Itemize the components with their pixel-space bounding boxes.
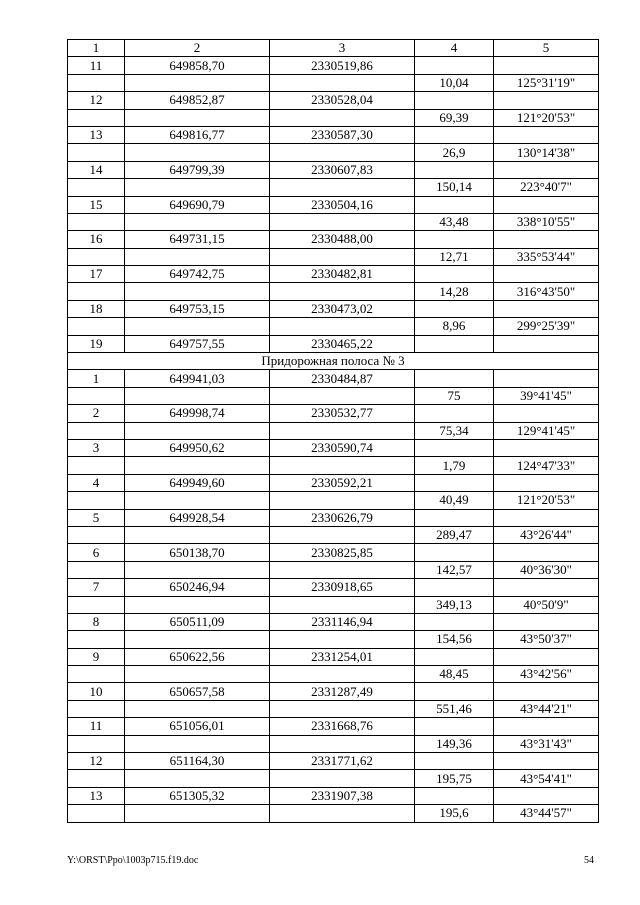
bearing-cell [494, 579, 599, 596]
coord-y: 2330482,81 [270, 266, 415, 283]
segment-length: 149,36 [415, 735, 494, 752]
coord-x: 649757,55 [125, 335, 270, 352]
segment-bearing: 121°20'53" [494, 492, 599, 509]
point-number: 11 [68, 718, 125, 735]
coord-y: 2330488,00 [270, 231, 415, 248]
segment-bearing: 39°41'45" [494, 387, 599, 404]
segment-bearing: 43°26'44" [494, 526, 599, 543]
point-number [68, 318, 125, 335]
point-number [68, 248, 125, 265]
segment-length: 551,46 [415, 700, 494, 717]
coord-y [270, 457, 415, 474]
length-cell [415, 231, 494, 248]
coord-y [270, 179, 415, 196]
segment-bearing: 129°41'45" [494, 422, 599, 439]
segment-length: 289,47 [415, 526, 494, 543]
point-row [68, 509, 599, 526]
segment-bearing: 130°14'38" [494, 144, 599, 161]
bearing-cell [494, 57, 599, 74]
point-row [68, 370, 599, 387]
section-row [68, 353, 599, 370]
point-number: 16 [68, 231, 125, 248]
segment-bearing: 43°42'56" [494, 666, 599, 683]
coord-y: 2331907,38 [270, 787, 415, 804]
length-cell [415, 266, 494, 283]
coord-x: 649941,03 [125, 370, 270, 387]
coord-y [270, 526, 415, 543]
segment-row [68, 318, 599, 335]
length-cell [415, 300, 494, 317]
point-number [68, 735, 125, 752]
segment-row [68, 248, 599, 265]
point-row [68, 405, 599, 422]
coord-x [125, 213, 270, 230]
coord-x [125, 248, 270, 265]
point-number [68, 805, 125, 822]
coord-y: 2330532,77 [270, 405, 415, 422]
segment-bearing: 124°47'33" [494, 457, 599, 474]
coord-y: 2330825,85 [270, 544, 415, 561]
point-number: 17 [68, 266, 125, 283]
segment-row [68, 596, 599, 613]
coord-x [125, 631, 270, 648]
segment-row [68, 561, 599, 578]
page-number: 54 [584, 855, 594, 866]
segment-bearing: 43°44'21" [494, 700, 599, 717]
bearing-cell [494, 718, 599, 735]
point-number [68, 492, 125, 509]
bearing-cell [494, 92, 599, 109]
point-row [68, 718, 599, 735]
segment-bearing: 125°31'19" [494, 74, 599, 91]
coord-y: 2331146,94 [270, 613, 415, 630]
coordinates-table [67, 39, 599, 823]
coord-y [270, 666, 415, 683]
coord-x: 650138,70 [125, 544, 270, 561]
point-number [68, 387, 125, 404]
segment-row [68, 422, 599, 439]
coord-x: 649816,77 [125, 126, 270, 143]
segment-row [68, 213, 599, 230]
point-number [68, 770, 125, 787]
coord-y [270, 735, 415, 752]
segment-bearing: 43°44'57" [494, 805, 599, 822]
point-number: 18 [68, 300, 125, 317]
segment-length: 75,34 [415, 422, 494, 439]
point-number: 5 [68, 509, 125, 526]
bearing-cell [494, 509, 599, 526]
coord-y [270, 805, 415, 822]
point-number [68, 596, 125, 613]
coord-x [125, 666, 270, 683]
coord-x: 650246,94 [125, 579, 270, 596]
length-cell [415, 57, 494, 74]
coord-y [270, 596, 415, 613]
length-cell [415, 474, 494, 491]
segment-row [68, 492, 599, 509]
point-number: 2 [68, 405, 125, 422]
point-number: 12 [68, 92, 125, 109]
segment-length: 12,71 [415, 248, 494, 265]
point-number [68, 213, 125, 230]
coord-y [270, 631, 415, 648]
coord-x [125, 387, 270, 404]
coord-y: 2330473,02 [270, 300, 415, 317]
point-number: 10 [68, 683, 125, 700]
segment-bearing: 43°54'41" [494, 770, 599, 787]
point-number [68, 631, 125, 648]
point-row [68, 439, 599, 456]
segment-length: 10,04 [415, 74, 494, 91]
coord-x: 649852,87 [125, 92, 270, 109]
point-number: 9 [68, 648, 125, 665]
point-number [68, 422, 125, 439]
coord-x [125, 770, 270, 787]
bearing-cell [494, 405, 599, 422]
point-number: 1 [68, 370, 125, 387]
segment-row [68, 144, 599, 161]
length-cell [415, 648, 494, 665]
coord-y: 2331771,62 [270, 753, 415, 770]
coord-y: 2330519,86 [270, 57, 415, 74]
coord-x [125, 561, 270, 578]
coord-y: 2331254,01 [270, 648, 415, 665]
segment-bearing: 299°25'39" [494, 318, 599, 335]
coord-x [125, 144, 270, 161]
segment-length: 43,48 [415, 213, 494, 230]
coord-x: 650657,58 [125, 683, 270, 700]
point-number: 3 [68, 439, 125, 456]
length-cell [415, 126, 494, 143]
length-cell [415, 335, 494, 352]
coord-y [270, 561, 415, 578]
coord-x [125, 735, 270, 752]
segment-row [68, 700, 599, 717]
bearing-cell [494, 161, 599, 178]
segment-row [68, 179, 599, 196]
segment-bearing: 338°10'55" [494, 213, 599, 230]
length-cell [415, 718, 494, 735]
segment-length: 40,49 [415, 492, 494, 509]
coord-x: 649998,74 [125, 405, 270, 422]
coord-x: 649690,79 [125, 196, 270, 213]
point-number [68, 144, 125, 161]
table-body [68, 40, 599, 823]
length-cell [415, 613, 494, 630]
coord-x [125, 109, 270, 126]
segment-row [68, 387, 599, 404]
point-row [68, 648, 599, 665]
point-number [68, 179, 125, 196]
segment-length: 142,57 [415, 561, 494, 578]
coord-x [125, 74, 270, 91]
coord-y: 2330504,16 [270, 196, 415, 213]
segment-bearing: 335°53'44" [494, 248, 599, 265]
coord-y [270, 492, 415, 509]
bearing-cell [494, 266, 599, 283]
point-number [68, 109, 125, 126]
segment-row [68, 666, 599, 683]
bearing-cell [494, 474, 599, 491]
bearing-cell [494, 196, 599, 213]
point-row [68, 544, 599, 561]
length-cell [415, 753, 494, 770]
bearing-cell [494, 370, 599, 387]
segment-row [68, 74, 599, 91]
coord-y [270, 213, 415, 230]
segment-length: 14,28 [415, 283, 494, 300]
coord-y [270, 700, 415, 717]
point-number: 14 [68, 161, 125, 178]
point-number: 7 [68, 579, 125, 596]
point-row [68, 753, 599, 770]
coord-y: 2330590,74 [270, 439, 415, 456]
point-number: 13 [68, 787, 125, 804]
coord-y: 2330587,30 [270, 126, 415, 143]
segment-length: 195,6 [415, 805, 494, 822]
coord-y [270, 422, 415, 439]
segment-length: 1,79 [415, 457, 494, 474]
coord-x: 649753,15 [125, 300, 270, 317]
length-cell [415, 683, 494, 700]
point-row [68, 196, 599, 213]
coord-x [125, 700, 270, 717]
point-number: 11 [68, 57, 125, 74]
segment-length: 69,39 [415, 109, 494, 126]
point-row [68, 161, 599, 178]
header-row [68, 40, 599, 57]
point-number [68, 283, 125, 300]
coord-x [125, 318, 270, 335]
coord-y [270, 387, 415, 404]
point-number [68, 561, 125, 578]
length-cell [415, 544, 494, 561]
coord-y [270, 248, 415, 265]
segment-length: 150,14 [415, 179, 494, 196]
segment-bearing: 121°20'53" [494, 109, 599, 126]
bearing-cell [494, 300, 599, 317]
bearing-cell [494, 613, 599, 630]
coord-x [125, 422, 270, 439]
coord-x [125, 805, 270, 822]
point-number [68, 526, 125, 543]
segment-row [68, 526, 599, 543]
segment-row [68, 805, 599, 822]
header-cell-4: 4 [415, 40, 494, 57]
coord-y: 2330607,83 [270, 161, 415, 178]
coord-x [125, 596, 270, 613]
point-number: 15 [68, 196, 125, 213]
coord-x: 649858,70 [125, 57, 270, 74]
segment-length: 75 [415, 387, 494, 404]
bearing-cell [494, 753, 599, 770]
point-row [68, 266, 599, 283]
point-row [68, 474, 599, 491]
coord-y [270, 283, 415, 300]
bearing-cell [494, 231, 599, 248]
coord-y: 2330465,22 [270, 335, 415, 352]
coord-x [125, 492, 270, 509]
point-row [68, 579, 599, 596]
point-number: 8 [68, 613, 125, 630]
bearing-cell [494, 648, 599, 665]
coord-x [125, 283, 270, 300]
segment-length: 8,96 [415, 318, 494, 335]
segment-length: 349,13 [415, 596, 494, 613]
length-cell [415, 439, 494, 456]
coord-y [270, 318, 415, 335]
coord-x: 651305,32 [125, 787, 270, 804]
segment-bearing: 316°43'50" [494, 283, 599, 300]
coord-x [125, 526, 270, 543]
point-row [68, 613, 599, 630]
point-row [68, 683, 599, 700]
segment-bearing: 40°50'9" [494, 596, 599, 613]
point-row [68, 126, 599, 143]
coord-x: 650622,56 [125, 648, 270, 665]
coord-y: 2330484,87 [270, 370, 415, 387]
point-row [68, 787, 599, 804]
header-cell-5: 5 [494, 40, 599, 57]
coord-x: 649949,60 [125, 474, 270, 491]
bearing-cell [494, 335, 599, 352]
coord-x [125, 179, 270, 196]
segment-bearing: 43°50'37" [494, 631, 599, 648]
point-number [68, 457, 125, 474]
segment-row [68, 735, 599, 752]
coord-x: 649928,54 [125, 509, 270, 526]
point-number: 4 [68, 474, 125, 491]
point-number: 6 [68, 544, 125, 561]
length-cell [415, 370, 494, 387]
bearing-cell [494, 544, 599, 561]
segment-row [68, 631, 599, 648]
header-cell-1: 1 [68, 40, 125, 57]
coord-y: 2330592,21 [270, 474, 415, 491]
bearing-cell [494, 787, 599, 804]
segment-bearing: 223°40'7" [494, 179, 599, 196]
coord-x: 651056,01 [125, 718, 270, 735]
coord-y: 2330626,79 [270, 509, 415, 526]
length-cell [415, 196, 494, 213]
coord-x: 649731,15 [125, 231, 270, 248]
segment-row [68, 770, 599, 787]
point-number [68, 666, 125, 683]
segment-row [68, 283, 599, 300]
point-row [68, 300, 599, 317]
segment-bearing: 40°36'30" [494, 561, 599, 578]
segment-row [68, 109, 599, 126]
coord-y: 2331668,76 [270, 718, 415, 735]
length-cell [415, 509, 494, 526]
segment-length: 154,56 [415, 631, 494, 648]
coord-y: 2330528,04 [270, 92, 415, 109]
segment-length: 48,45 [415, 666, 494, 683]
length-cell [415, 405, 494, 422]
file-path: Y:\ORST\Ppo\1003p715.f19.doc [67, 855, 199, 866]
point-row [68, 231, 599, 248]
length-cell [415, 92, 494, 109]
coord-x: 649742,75 [125, 266, 270, 283]
coord-x: 651164,30 [125, 753, 270, 770]
segment-row [68, 457, 599, 474]
coord-x: 649799,39 [125, 161, 270, 178]
coord-x: 649950,62 [125, 439, 270, 456]
point-number: 12 [68, 753, 125, 770]
point-number: 13 [68, 126, 125, 143]
point-number: 19 [68, 335, 125, 352]
segment-length: 26,9 [415, 144, 494, 161]
coord-x: 650511,09 [125, 613, 270, 630]
length-cell [415, 787, 494, 804]
coord-y [270, 109, 415, 126]
point-number [68, 700, 125, 717]
coord-y [270, 144, 415, 161]
point-row [68, 335, 599, 352]
point-number [68, 74, 125, 91]
coord-y: 2331287,49 [270, 683, 415, 700]
header-cell-3: 3 [270, 40, 415, 57]
bearing-cell [494, 126, 599, 143]
segment-bearing: 43°31'43" [494, 735, 599, 752]
coord-y [270, 770, 415, 787]
point-row [68, 92, 599, 109]
section-title: Придорожная полоса № 3 [68, 353, 599, 370]
point-row [68, 57, 599, 74]
coord-y: 2330918,65 [270, 579, 415, 596]
bearing-cell [494, 439, 599, 456]
coord-y [270, 74, 415, 91]
coord-x [125, 457, 270, 474]
header-cell-2: 2 [125, 40, 270, 57]
bearing-cell [494, 683, 599, 700]
segment-length: 195,75 [415, 770, 494, 787]
length-cell [415, 161, 494, 178]
length-cell [415, 579, 494, 596]
